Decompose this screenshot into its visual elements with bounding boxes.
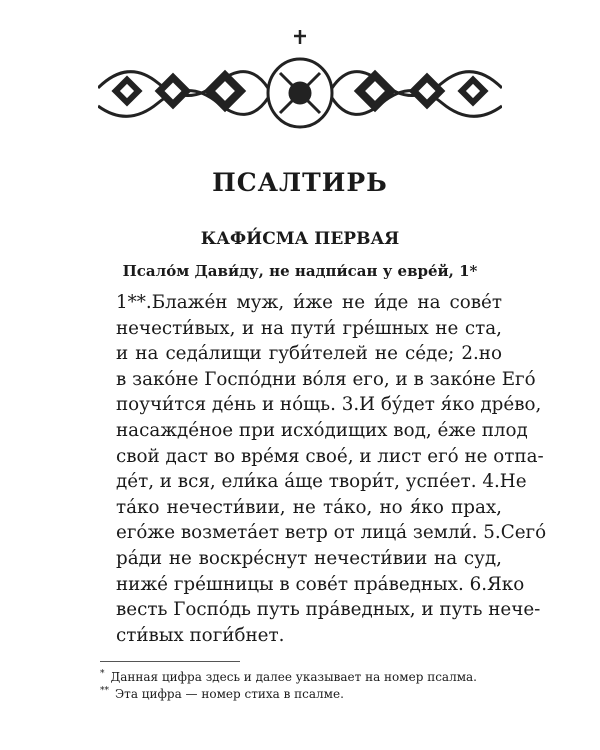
psalm-text — [116, 290, 547, 648]
page-title: ПСАЛТИРЬ — [212, 168, 388, 197]
footnote-text: Данная цифра здесь и далее указывает на номер псалма. — [110, 670, 477, 684]
footnote — [100, 669, 477, 684]
text-line: его́же возмета́ет ветр от лица́ земли́. 5.Сего́ — [116, 522, 547, 544]
knotwork-ornament — [98, 28, 502, 138]
footnote-text: Эта цифра — номер стиха в псалме. — [115, 687, 344, 701]
text-line: сти́вых поги́бнет. — [116, 624, 285, 646]
footnote-mark: * — [100, 669, 105, 679]
psalm-heading: Псало́м Дави́ду, не надпи́сан у евре́й, 1* — [122, 262, 478, 280]
text-line: 1**.Блаже́н муж, и́же не и́де на сове́т — [116, 292, 502, 313]
text-line: поучи́тся де́нь и но́щь. 3.И бу́дет я́ко дре́во, — [116, 394, 542, 416]
text-line: та́ко нечести́вии, не та́ко, но я́ко прах, — [116, 496, 502, 518]
footnote-divider — [100, 661, 240, 662]
text-line: весть Госпо́дь путь пра́ведных, и путь нече- — [116, 599, 541, 621]
kathisma-heading: КАФИ́СМА ПЕРВАЯ — [200, 229, 400, 249]
text-line: в зако́не Госпо́дни во́ля его, и в зако́не Его́ — [116, 368, 536, 390]
text-line: насажде́ное при исхо́дищих вод, е́же плод — [116, 419, 528, 441]
footnote — [100, 686, 344, 701]
text-line: ра́ди не воскре́снут нечести́вии на суд, — [116, 547, 502, 569]
text-line: нечести́вых, и на пути́ гре́шных не ста, — [116, 317, 502, 339]
text-line: ниже́ гре́шницы в сове́т пра́ведных. 6.Яко — [116, 573, 525, 595]
text-line: и на седа́лищи губи́телей не се́де; 2.но — [116, 343, 502, 365]
text-line: свой даст во вре́мя свое́, и лист его́ не отпа- — [116, 445, 544, 467]
footnote-mark: ** — [100, 686, 109, 696]
text-line: де́т, и вся, ели́ка а́ще твори́т, успе́ет. 4.Не — [116, 471, 527, 493]
